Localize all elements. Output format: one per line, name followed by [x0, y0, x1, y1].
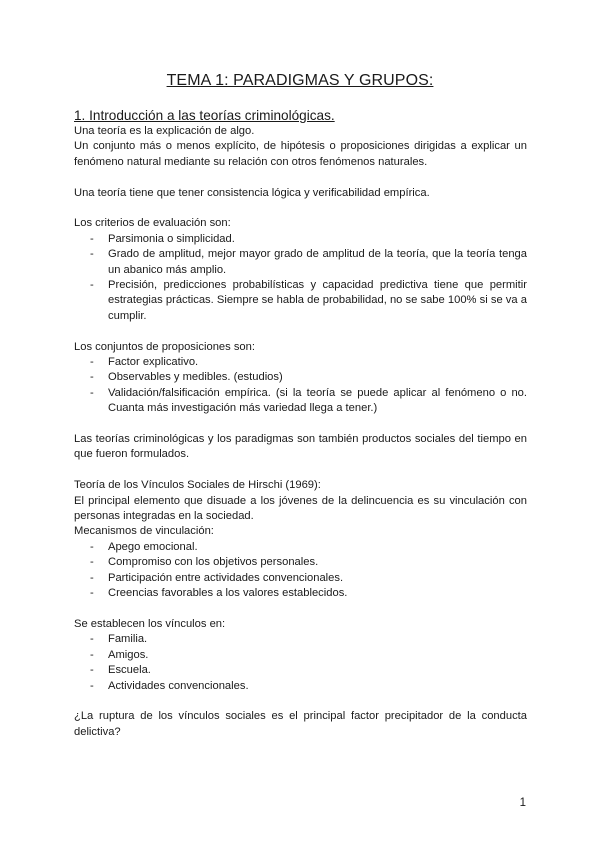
list-item-text: Parsimonia o simplicidad. — [108, 232, 235, 245]
mechanisms-intro: Mecanismos de vinculación: — [74, 525, 214, 538]
spacer — [74, 324, 527, 339]
consistency-text: Una teoría tiene que tener consistencia lógica y verificabilidad empírica. — [74, 186, 430, 199]
list-item — [74, 278, 527, 324]
spacer — [74, 417, 527, 432]
propositions-intro: Los conjuntos de proposiciones son: — [74, 340, 255, 353]
bullet: - — [90, 648, 94, 661]
spacer — [74, 170, 527, 185]
mechanisms-list — [74, 540, 527, 602]
links-list — [74, 632, 527, 694]
list-item — [74, 386, 527, 417]
list-item-text: Apego emocional. — [108, 540, 198, 553]
bullet: - — [90, 571, 94, 584]
bullet: - — [90, 556, 94, 569]
spacer — [74, 694, 527, 709]
spacer — [74, 201, 527, 216]
section-heading: 1. Introducción a las teorías criminológicas. — [74, 108, 335, 123]
list-item-text: Observables y medibles. (estudios) — [108, 371, 283, 384]
list-item-text: Actividades convencionales. — [108, 679, 249, 692]
bullet: - — [90, 664, 94, 677]
list-item — [74, 648, 527, 663]
list-item — [74, 247, 527, 278]
list-item-text: Validación/falsificación empírica. (si la teoría se puede aplicar al fenómeno o no. Cuanta más investigación más variedad llega a tener.) — [108, 386, 527, 415]
list-item-text: Grado de amplitud, mejor mayor grado de amplitud de la teoría, que la teoría tenga un abanico más amplio. — [108, 248, 527, 276]
list-item-text: Precisión, predicciones probabilísticas y capacidad predictiva tiene que permitir estrategias prácticas. Siempre se habla de probabilidad, no se sabe 100% si se va a cumplir. — [108, 279, 527, 322]
list-item — [74, 571, 527, 586]
criteria-intro: Los criterios de evaluación son: — [74, 217, 231, 230]
criteria-list — [74, 232, 527, 324]
page-number: 1 — [519, 797, 526, 809]
list-item-text: Compromiso con los objetivos personales. — [108, 556, 319, 569]
bullet: - — [90, 232, 94, 245]
page-title: TEMA 1: PARADIGMAS Y GRUPOS: — [166, 72, 434, 89]
list-item — [74, 679, 527, 694]
links-intro: Se establecen los vínculos en: — [74, 617, 226, 630]
list-item-text: Amigos. — [108, 648, 149, 661]
intro-paragraph: Un conjunto más o menos explícito, de hipótesis o proposiciones dirigidas a explicar un fenómeno natural mediante su relación con otros fenómenos naturales. — [74, 140, 527, 168]
hirschi-title: Teoría de los Vínculos Sociales de Hirschi (1969): — [74, 479, 321, 492]
bullet: - — [90, 356, 94, 369]
bullet: - — [90, 248, 94, 261]
list-item — [74, 232, 527, 247]
list-item-text: Participación entre actividades convencionales. — [108, 571, 344, 584]
bullet: - — [90, 679, 94, 692]
social-products-text: Las teorías criminológicas y los paradigmas son también productos sociales del tiempo en que fueron formulados. — [74, 433, 527, 461]
list-item — [74, 555, 527, 570]
list-item-text: Creencias favorables a los valores establecidos. — [108, 587, 348, 600]
list-item-text: Factor explicativo. — [108, 356, 199, 369]
list-item — [74, 663, 527, 678]
list-item-text: Familia. — [108, 633, 148, 646]
spacer — [74, 463, 527, 478]
bullet: - — [90, 587, 94, 600]
list-item — [74, 355, 527, 370]
list-item-text: Escuela. — [108, 664, 151, 677]
list-item — [74, 632, 527, 647]
page-content — [74, 107, 527, 740]
list-item — [74, 370, 527, 385]
propositions-list — [74, 355, 527, 417]
bullet: - — [90, 386, 94, 399]
bullet: - — [90, 540, 94, 553]
list-item — [74, 540, 527, 555]
bullet: - — [90, 279, 94, 292]
spacer — [74, 602, 527, 617]
intro-line: Una teoría es la explicación de algo. — [74, 125, 255, 137]
list-item — [74, 586, 527, 601]
closing-question: ¿La ruptura de los vínculos sociales es el principal factor precipitador de la conducta delictiva? — [74, 710, 527, 738]
bullet: - — [90, 633, 94, 646]
bullet: - — [90, 371, 94, 384]
hirschi-paragraph: El principal elemento que disuade a los jóvenes de la delincuencia es su vinculación con personas integradas en la sociedad. — [74, 494, 527, 523]
